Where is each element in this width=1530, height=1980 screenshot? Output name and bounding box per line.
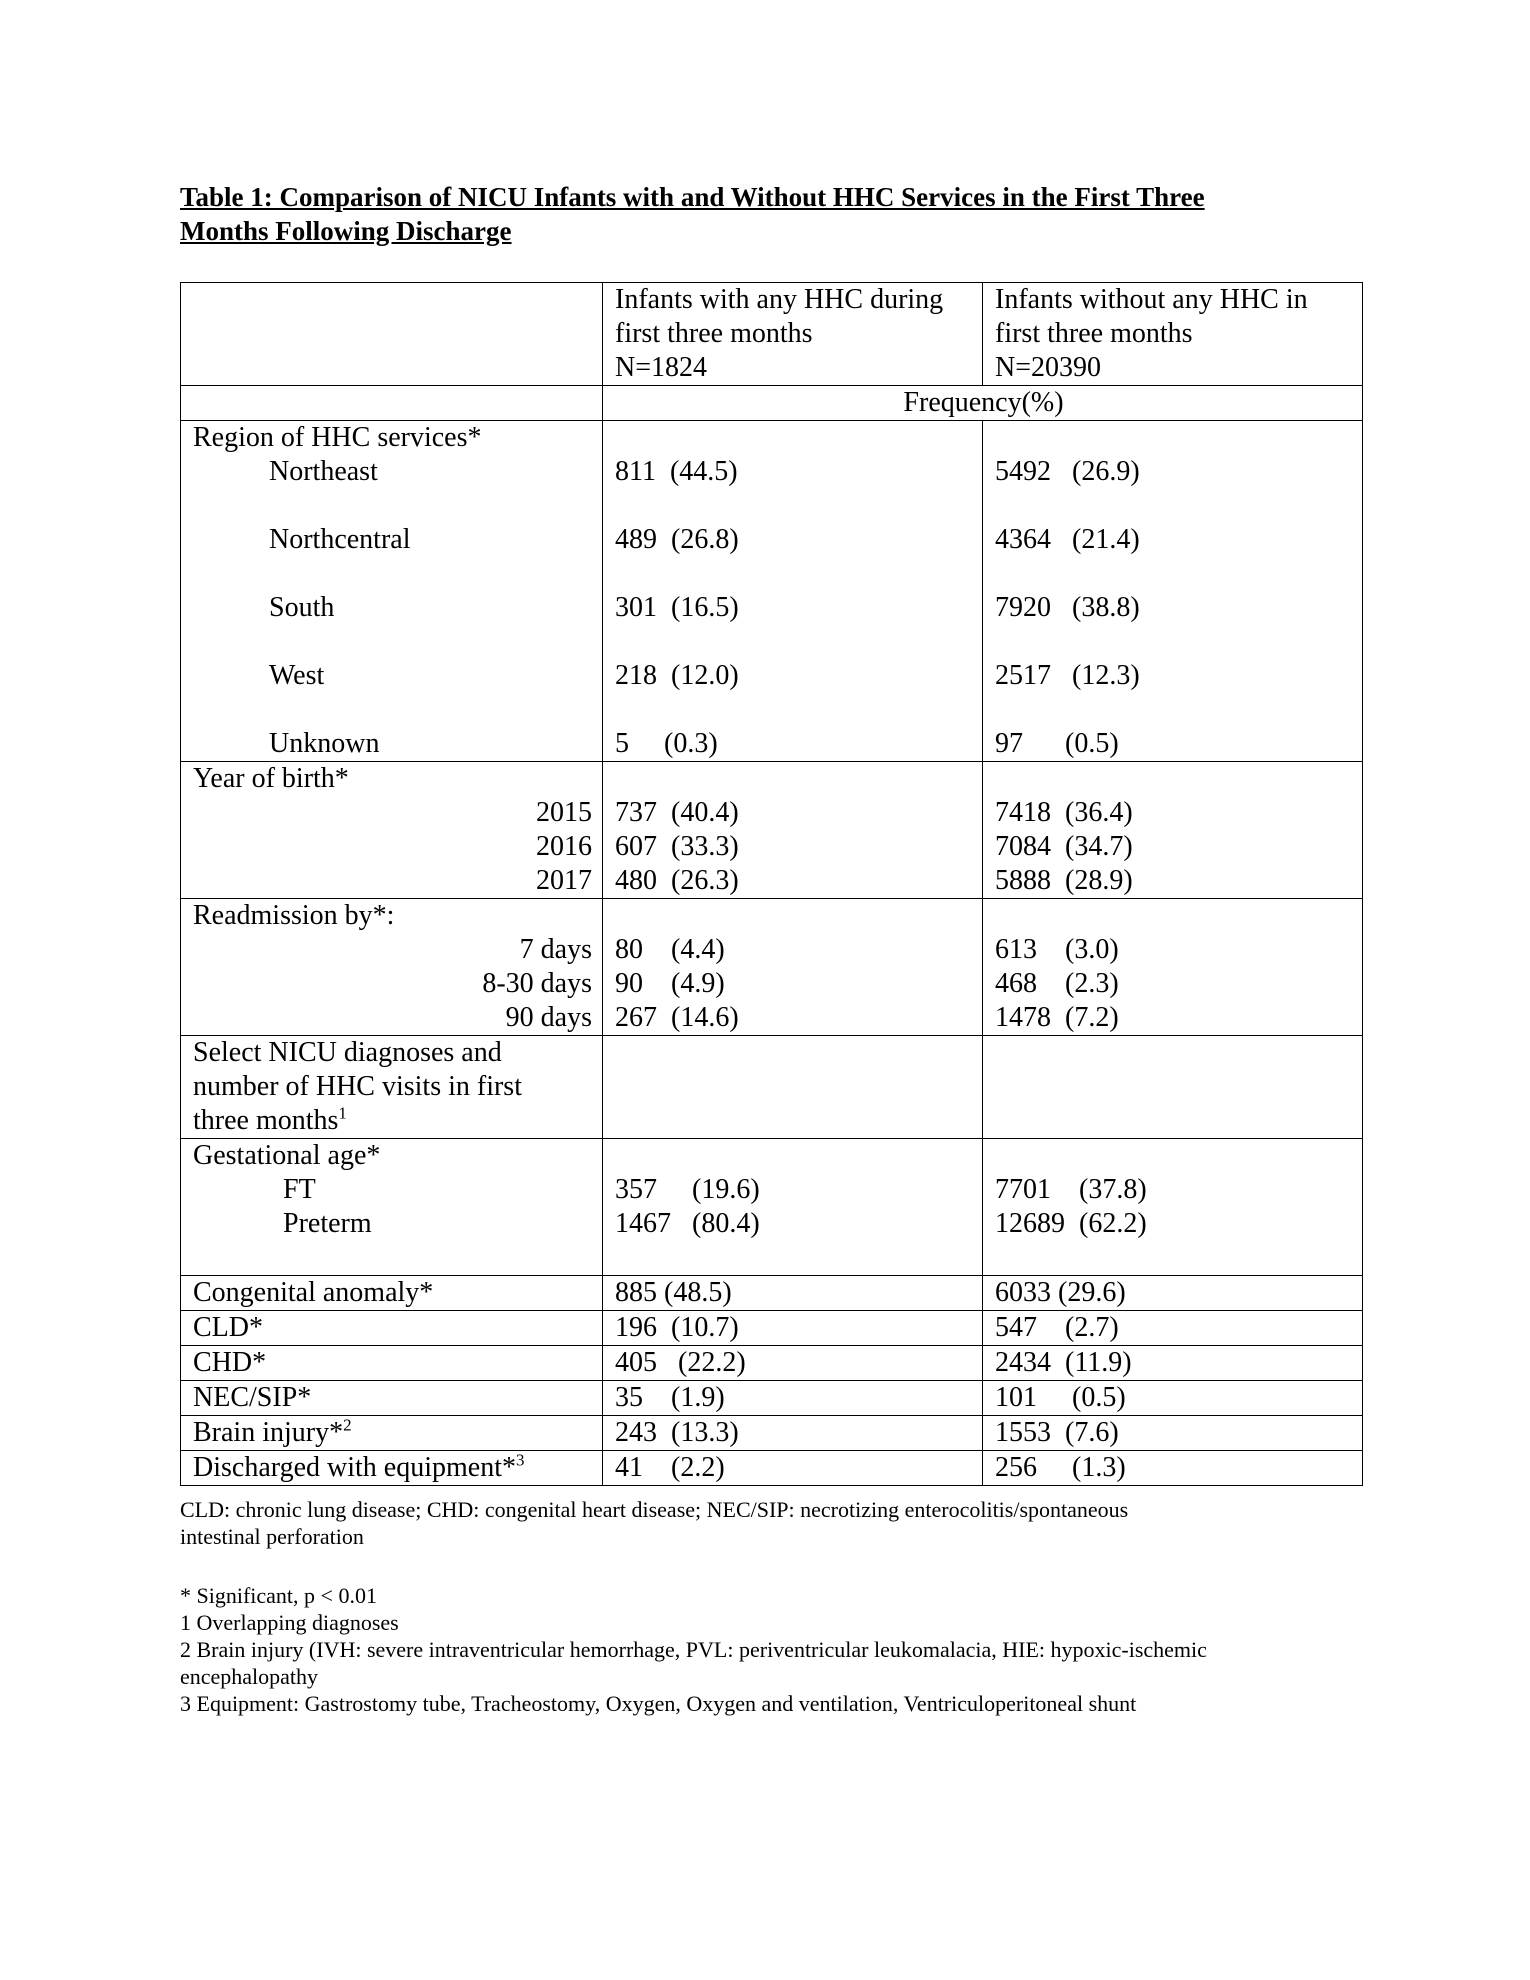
gestational-preterm: Preterm xyxy=(283,1208,372,1239)
year-2015-hhc: 737 (40.4) xyxy=(615,797,739,828)
title-line-1: Table 1: Comparison of NICU Infants with and Without HHC Services in the First Three xyxy=(180,182,1205,212)
region-northcentral: Northcentral xyxy=(269,524,411,555)
diagnosis-congenital-anomaly-hhc: 885 (48.5) xyxy=(603,1276,983,1311)
table-row xyxy=(181,1381,1363,1416)
select-diagnoses-hhc-cell xyxy=(603,1036,983,1139)
region-northcentral-no-hhc: 4364 (21.4) xyxy=(995,524,1140,555)
diagnosis-chd: CHD* xyxy=(181,1346,603,1381)
year-label: Year of birth* xyxy=(193,763,349,794)
diagnosis-cld: CLD* xyxy=(181,1311,603,1346)
year-2015: 2015 xyxy=(536,797,592,828)
table-row xyxy=(181,1346,1363,1381)
region-northeast-hhc: 811 (44.5) xyxy=(615,456,738,487)
region-unknown: Unknown xyxy=(269,728,380,759)
header-row xyxy=(181,283,1363,386)
diagnosis-cld-no-hhc: 547 (2.7) xyxy=(983,1311,1363,1346)
diagnosis-nec-sip-hhc: 35 (1.9) xyxy=(603,1381,983,1416)
gestational-no-hhc-cell xyxy=(983,1139,1363,1276)
header-blank-cell xyxy=(181,283,603,386)
readmission-no-hhc-cell xyxy=(983,899,1363,1036)
year-no-hhc-cell xyxy=(983,762,1363,899)
footnote-significance: * Significant, p < 0.01 xyxy=(180,1583,377,1608)
footnote-ref-2: 2 xyxy=(343,1415,352,1435)
footnote-3: 3 Equipment: Gastrostomy tube, Tracheostomy, Oxygen, Oxygen and ventilation, Ventriculoperitoneal shunt xyxy=(180,1691,1137,1716)
header-hhc-line-2: first three months xyxy=(615,318,813,349)
diagnosis-cld-hhc: 196 (10.7) xyxy=(603,1311,983,1346)
header-hhc-line-1: Infants with any HHC during xyxy=(615,284,944,315)
diagnosis-chd-no-hhc: 2434 (11.9) xyxy=(983,1346,1363,1381)
diagnosis-discharged-with-equipment-no-hhc: 256 (1.3) xyxy=(983,1451,1363,1486)
year-2017-no-hhc: 5888 (28.9) xyxy=(995,865,1133,896)
diagnosis-chd-hhc: 405 (22.2) xyxy=(603,1346,983,1381)
select-diagnoses-label-cell xyxy=(181,1036,603,1139)
region-south-hhc: 301 (16.5) xyxy=(615,592,739,623)
diagnosis-brain-injury: Brain injury*$^2$ xyxy=(181,1416,603,1451)
table-row xyxy=(181,1451,1363,1486)
readmission-row xyxy=(181,899,1363,1036)
year-hhc-cell xyxy=(603,762,983,899)
region-unknown-no-hhc: 97 (0.5) xyxy=(995,728,1119,759)
footnote-2-line-1: 2 Brain injury (IVH: severe intraventricular hemorrhage, PVL: periventricular leukomalacia, HIE: hypoxic-ischemic xyxy=(180,1637,1207,1662)
diagnosis-brain-injury-no-hhc: 1553 (7.6) xyxy=(983,1416,1363,1451)
year-row xyxy=(181,762,1363,899)
readmission-7-days-no-hhc: 613 (3.0) xyxy=(995,934,1119,965)
table-row xyxy=(181,1276,1363,1311)
header-hhc-cell xyxy=(603,283,983,386)
title-line-2: Months Following Discharge xyxy=(180,216,512,246)
region-unknown-hhc: 5 (0.3) xyxy=(615,728,718,759)
year-2016: 2016 xyxy=(536,831,592,862)
diagnosis-discharged-with-equipment: Discharged with equipment*$^3$ xyxy=(181,1451,603,1486)
header-no-hhc-line-2: first three months xyxy=(995,318,1193,349)
year-2017-hhc: 480 (26.3) xyxy=(615,865,739,896)
footnote-2-line-2: encephalopathy xyxy=(180,1664,319,1689)
readmission-hhc-cell xyxy=(603,899,983,1036)
region-no-hhc-cell xyxy=(983,421,1363,762)
readmission-90-days-hhc: 267 (14.6) xyxy=(615,1002,739,1033)
table-row xyxy=(181,1311,1363,1346)
abbreviation-note xyxy=(180,1496,1380,1550)
region-row xyxy=(181,421,1363,762)
gestational-ft-hhc: 357 (19.6) xyxy=(615,1174,760,1205)
region-northcentral-hhc: 489 (26.8) xyxy=(615,524,739,555)
readmission-90-days-no-hhc: 1478 (7.2) xyxy=(995,1002,1119,1033)
readmission-7-days: 7 days xyxy=(519,934,592,965)
table-title xyxy=(180,180,1360,248)
gestational-hhc-cell xyxy=(603,1139,983,1276)
header-no-hhc-cell xyxy=(983,283,1363,386)
readmission-8-30-days: 8-30 days xyxy=(482,968,592,999)
header-no-hhc-n: N=20390 xyxy=(995,352,1102,383)
gestational-ft: FT xyxy=(283,1174,316,1205)
comparison-table xyxy=(180,282,1363,1486)
gestational-label: Gestational age* xyxy=(193,1140,381,1171)
diagnosis-nec-sip: NEC/SIP* xyxy=(181,1381,603,1416)
gestational-preterm-hhc: 1467 (80.4) xyxy=(615,1208,760,1239)
diagnosis-congenital-anomaly: Congenital anomaly* xyxy=(181,1276,603,1311)
unit-label: Frequency(%) xyxy=(603,386,1363,421)
readmission-8-30-days-hhc: 90 (4.9) xyxy=(615,968,725,999)
gestational-preterm-no-hhc: 12689 (62.2) xyxy=(995,1208,1147,1239)
select-diagnoses-line-3: three months xyxy=(193,1105,339,1136)
region-label-cell xyxy=(181,421,603,762)
gestational-label-cell xyxy=(181,1139,603,1276)
gestational-ft-no-hhc: 7701 (37.8) xyxy=(995,1174,1147,1205)
footnotes xyxy=(180,1582,1380,1717)
unit-row xyxy=(181,386,1363,421)
select-diagnoses-line-2: number of HHC visits in first xyxy=(193,1071,522,1102)
region-label: Region of HHC services* xyxy=(193,422,482,453)
region-south-no-hhc: 7920 (38.8) xyxy=(995,592,1140,623)
region-hhc-cell xyxy=(603,421,983,762)
region-northeast-no-hhc: 5492 (26.9) xyxy=(995,456,1140,487)
readmission-label: Readmission by*: xyxy=(193,900,395,931)
year-2015-no-hhc: 7418 (36.4) xyxy=(995,797,1133,828)
region-west-hhc: 218 (12.0) xyxy=(615,660,739,691)
year-2017: 2017 xyxy=(536,865,592,896)
diagnosis-congenital-anomaly-no-hhc: 6033 (29.6) xyxy=(983,1276,1363,1311)
readmission-label-cell xyxy=(181,899,603,1036)
select-diagnoses-line-1: Select NICU diagnoses and xyxy=(193,1037,502,1068)
table-row xyxy=(181,1416,1363,1451)
diagnosis-nec-sip-no-hhc: 101 (0.5) xyxy=(983,1381,1363,1416)
select-diagnoses-row xyxy=(181,1036,1363,1139)
header-no-hhc-line-1: Infants without any HHC in xyxy=(995,284,1308,315)
region-south: South xyxy=(269,592,335,623)
year-label-cell xyxy=(181,762,603,899)
abbreviation-line-1: CLD: chronic lung disease; CHD: congenital heart disease; NEC/SIP: necrotizing enterocolitis/spontaneous xyxy=(180,1497,1129,1522)
diagnosis-discharged-with-equipment-hhc: 41 (2.2) xyxy=(603,1451,983,1486)
readmission-8-30-days-no-hhc: 468 (2.3) xyxy=(995,968,1119,999)
readmission-90-days: 90 days xyxy=(505,1002,592,1033)
region-west-no-hhc: 2517 (12.3) xyxy=(995,660,1140,691)
unit-blank-cell xyxy=(181,386,603,421)
readmission-7-days-hhc: 80 (4.4) xyxy=(615,934,725,965)
footnote-ref-3: 3 xyxy=(515,1450,525,1470)
footnote-1: 1 Overlapping diagnoses xyxy=(180,1610,399,1635)
year-2016-no-hhc: 7084 (34.7) xyxy=(995,831,1133,862)
select-diagnoses-no-hhc-cell xyxy=(983,1036,1363,1139)
region-west: West xyxy=(269,660,325,691)
gestational-row xyxy=(181,1139,1363,1276)
diagnosis-brain-injury-hhc: 243 (13.3) xyxy=(603,1416,983,1451)
header-hhc-n: N=1824 xyxy=(615,352,708,383)
year-2016-hhc: 607 (33.3) xyxy=(615,831,739,862)
footnote-ref-1: 1 xyxy=(338,1103,347,1123)
region-northeast: Northeast xyxy=(269,456,378,487)
abbreviation-line-2: intestinal perforation xyxy=(180,1524,364,1549)
